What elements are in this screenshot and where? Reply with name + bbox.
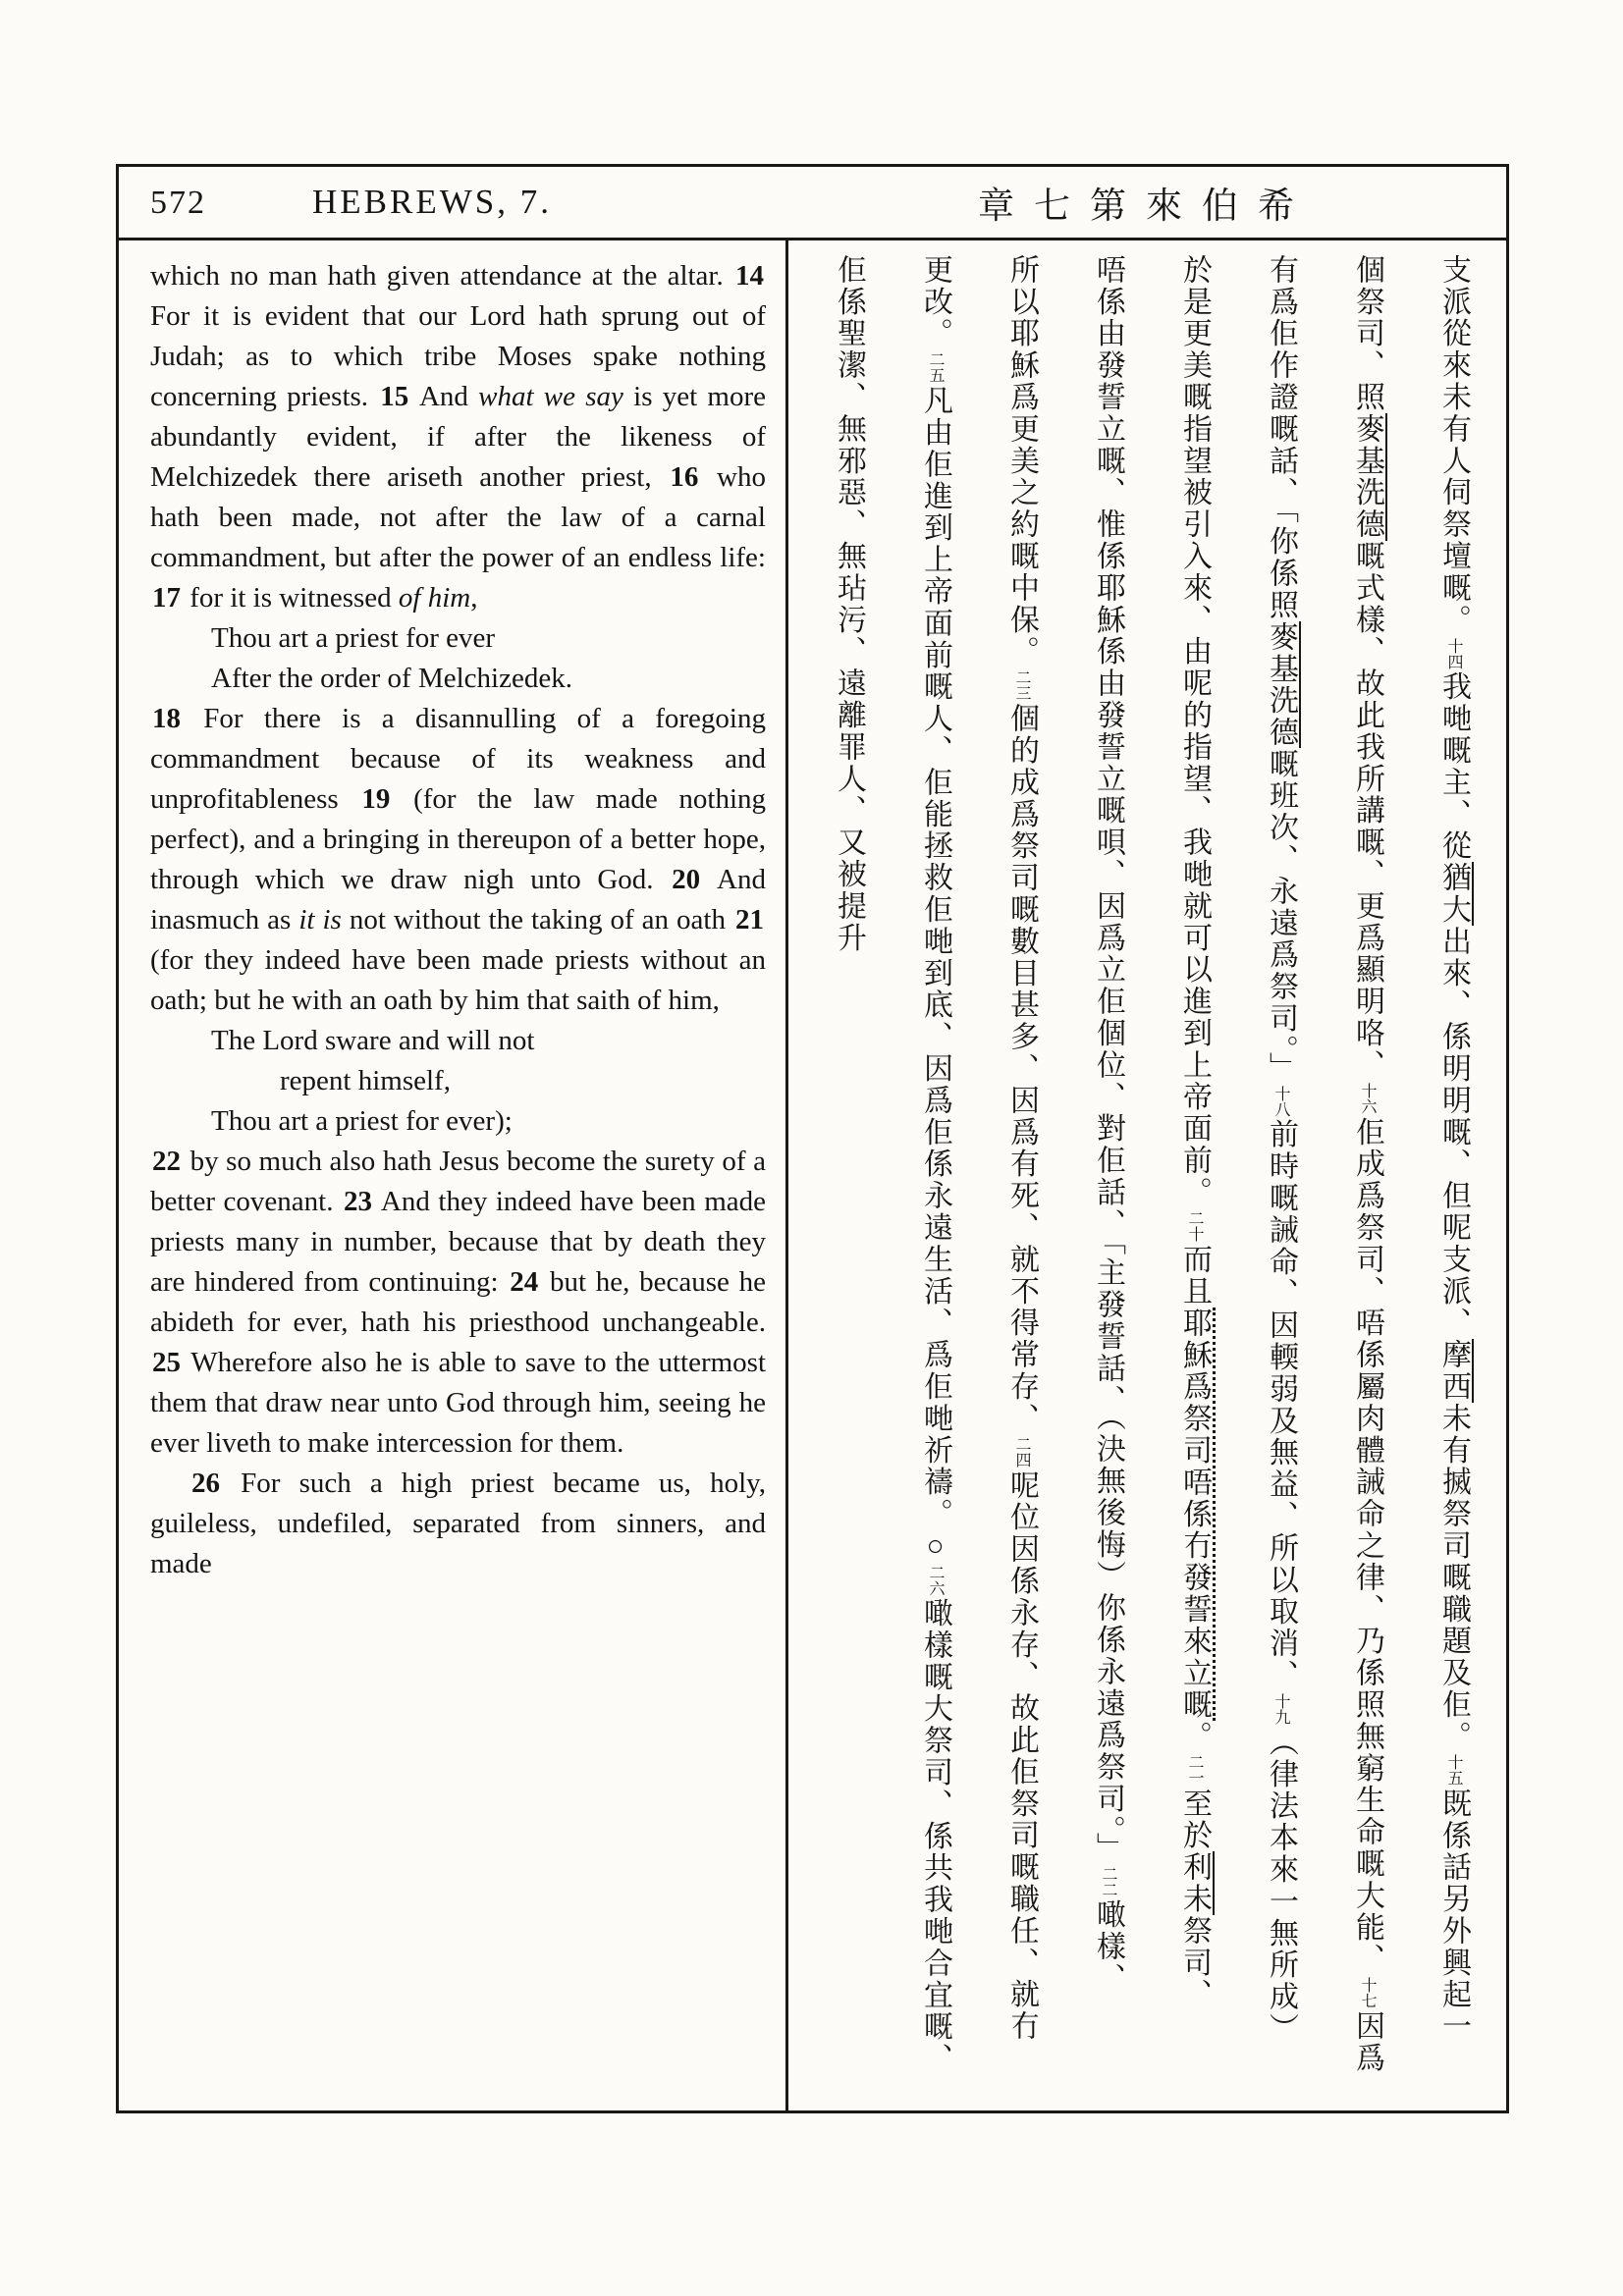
english-text: [119, 240, 785, 2113]
chinese-column-5: 唔係由發誓立嘅、惟係耶穌係由發誓立嘅唄、因爲立佢個位、對佢話、「主發誓話、（決無後悔）你係永遠爲祭司。」二二噉樣、: [1092, 254, 1124, 1996]
header-right: [785, 176, 1506, 229]
verse-number: 17: [152, 582, 181, 614]
chinese-text: [805, 254, 1496, 2100]
verse-marker: 十五: [1445, 1754, 1462, 1787]
verse-marker: 二三: [1013, 669, 1030, 702]
verse-marker: 二五: [927, 351, 944, 384]
proper-name: 利未: [1178, 1851, 1215, 1915]
italic-text: it is: [298, 904, 342, 935]
verse-marker: 十八: [1272, 1085, 1289, 1117]
verse-marker: 十六: [1359, 1083, 1376, 1115]
header-title-chinese: 章七第來伯希: [978, 187, 1314, 227]
proper-name: 摩西: [1437, 1339, 1474, 1403]
header-title-english: HEBREWS, 7.: [312, 183, 552, 221]
chinese-column-area: [788, 240, 1506, 2113]
english-paragraph: 22 by so much also hath Jesus become the surety of a better covenant. 23 And they indeed have been made priests many in number, because that by death they are hindered from continuing: 24 but he, because he abideth for ever, hath his priesthood unchangeable. 25 Wherefore also he is able to save to the uttermost them that draw near unto God through him, seeing he ever liveth to make intercession for them.: [150, 1146, 767, 1459]
poem-line: repent himself,: [280, 1065, 451, 1096]
verse-number: 25: [152, 1347, 181, 1378]
verse-marker: 二四: [1013, 1436, 1030, 1468]
page-body: [119, 240, 1506, 2113]
chinese-column-2: 個祭司、照麥基洗德嘅式樣、故此我所講嘅、更爲顯明咯、十六佢成爲祭司、唔係屬肉體誡命之律、乃係照無窮生命嘅大能、十七因爲: [1324, 254, 1410, 2100]
verse-number: 21: [735, 904, 764, 935]
verse-number: 19: [361, 783, 391, 815]
english-paragraph: 18 For there is a disannulling of a foregoing commandment because of its weakness and unprofitableness 19 (for the law made nothing perfect), and a bringing in thereupon of a better hope, through which we draw nigh unto God. 20 And inasmuch as it is not without the taking of an oath 21 (for they indeed have been made priests without an oath; but he with an oath by him that saith of him,: [150, 703, 767, 1016]
verse-marker: 十九: [1272, 1693, 1289, 1726]
verse-marker: 十七: [1359, 1977, 1376, 2009]
verse-number: 15: [380, 381, 409, 412]
chinese-column-4: 於是更美嘅指望被引入來、由呢的指望、我哋就可以進到上帝面前。二十而且耶穌爲祭司唔係冇發誓來立嘅。二一至於利未祭司、: [1151, 254, 1237, 2100]
proper-name: 麥基洗德: [1351, 413, 1387, 541]
chinese-column-6: 所以耶穌爲更美之約嘅中保。二三個的成爲祭司嘅數目甚多、因爲有死、就不得常存、二四呢位因係永存、故此佢祭司嘅職任、就冇: [1005, 254, 1038, 2043]
poem-line: The Lord sware and will not: [211, 1025, 535, 1056]
chinese-column-7: 更改。二五凡由佢進到上帝面前嘅人、佢能拯救佢哋到底、因爲佢係永遠生活、爲佢哋祈禱。○二六噉樣嘅大祭司、係共我哋合宜嘅、: [919, 254, 951, 2075]
chinese-column-1: 支派從來未有人伺祭壇嘅。十四我哋嘅主、從猶大出來、係明明嘅、但呢支派、摩西未有搣祭司嘅職題及佢。十五既係話另外興起一: [1410, 254, 1496, 2100]
verse-marker: 二十: [1186, 1210, 1203, 1242]
verse-number: 23: [344, 1186, 372, 1217]
verse-number: 16: [670, 461, 699, 493]
verse-number: 14: [735, 260, 764, 292]
poem-line: Thou art a priest for ever);: [211, 1105, 513, 1137]
english-paragraph: which no man hath given attendance at the altar. 14 For it is evident that our Lord hath sprung out of Judah; as to which tribe Moses spake nothing concerning priests. 15 And what we say is yet more abundantly evident, if after the likeness of Melchizedek there ariseth another priest, 16 who hath been made, not after the law of a carnal commandment, but after the power of an endless life: 17 for it is witnessed of him,: [150, 260, 767, 614]
section-separator: ○: [919, 1529, 951, 1563]
verse-marker: 十四: [1445, 637, 1462, 669]
poem-line: After the order of Melchizedek.: [211, 663, 572, 694]
scanned-page: [116, 164, 1509, 2113]
poem-line: Thou art a priest for ever: [211, 622, 496, 654]
english-paragraph: 26 For such a high priest became us, holy, guileless, undefiled, separated from sinners, and made: [150, 1468, 766, 1579]
verse-marker: 二一: [1186, 1754, 1203, 1787]
page-header: [119, 167, 1506, 240]
verse-number: 20: [672, 864, 701, 895]
italic-text: of him: [398, 582, 471, 614]
chinese-column-8: 佢係聖潔、無邪惡、無玷污、遠離罪人、又被提升: [833, 254, 865, 954]
italic-text: what we say: [478, 381, 623, 412]
proper-name: 麥基洗德: [1265, 621, 1301, 749]
emphasized-text: 耶穌爲祭司唔係冇發誓來立嘅: [1178, 1308, 1216, 1721]
verse-marker: 二六: [927, 1564, 944, 1596]
proper-name: 猶大: [1437, 862, 1474, 926]
verse-number: 22: [152, 1146, 181, 1177]
header-left: [119, 183, 785, 222]
verse-marker: 二二: [1100, 1865, 1116, 1897]
verse-number: 26: [191, 1468, 220, 1499]
verse-number: 24: [510, 1266, 539, 1298]
page-number: 572: [150, 185, 206, 221]
chinese-column-3: 有爲佢作證嘅話、「你係照麥基洗德嘅班次、永遠爲祭司。」十八前時嘅誡命、因輭弱及無益、所以取消、十九（律法本來一無所成）: [1237, 254, 1324, 2100]
verse-number: 18: [152, 703, 181, 734]
